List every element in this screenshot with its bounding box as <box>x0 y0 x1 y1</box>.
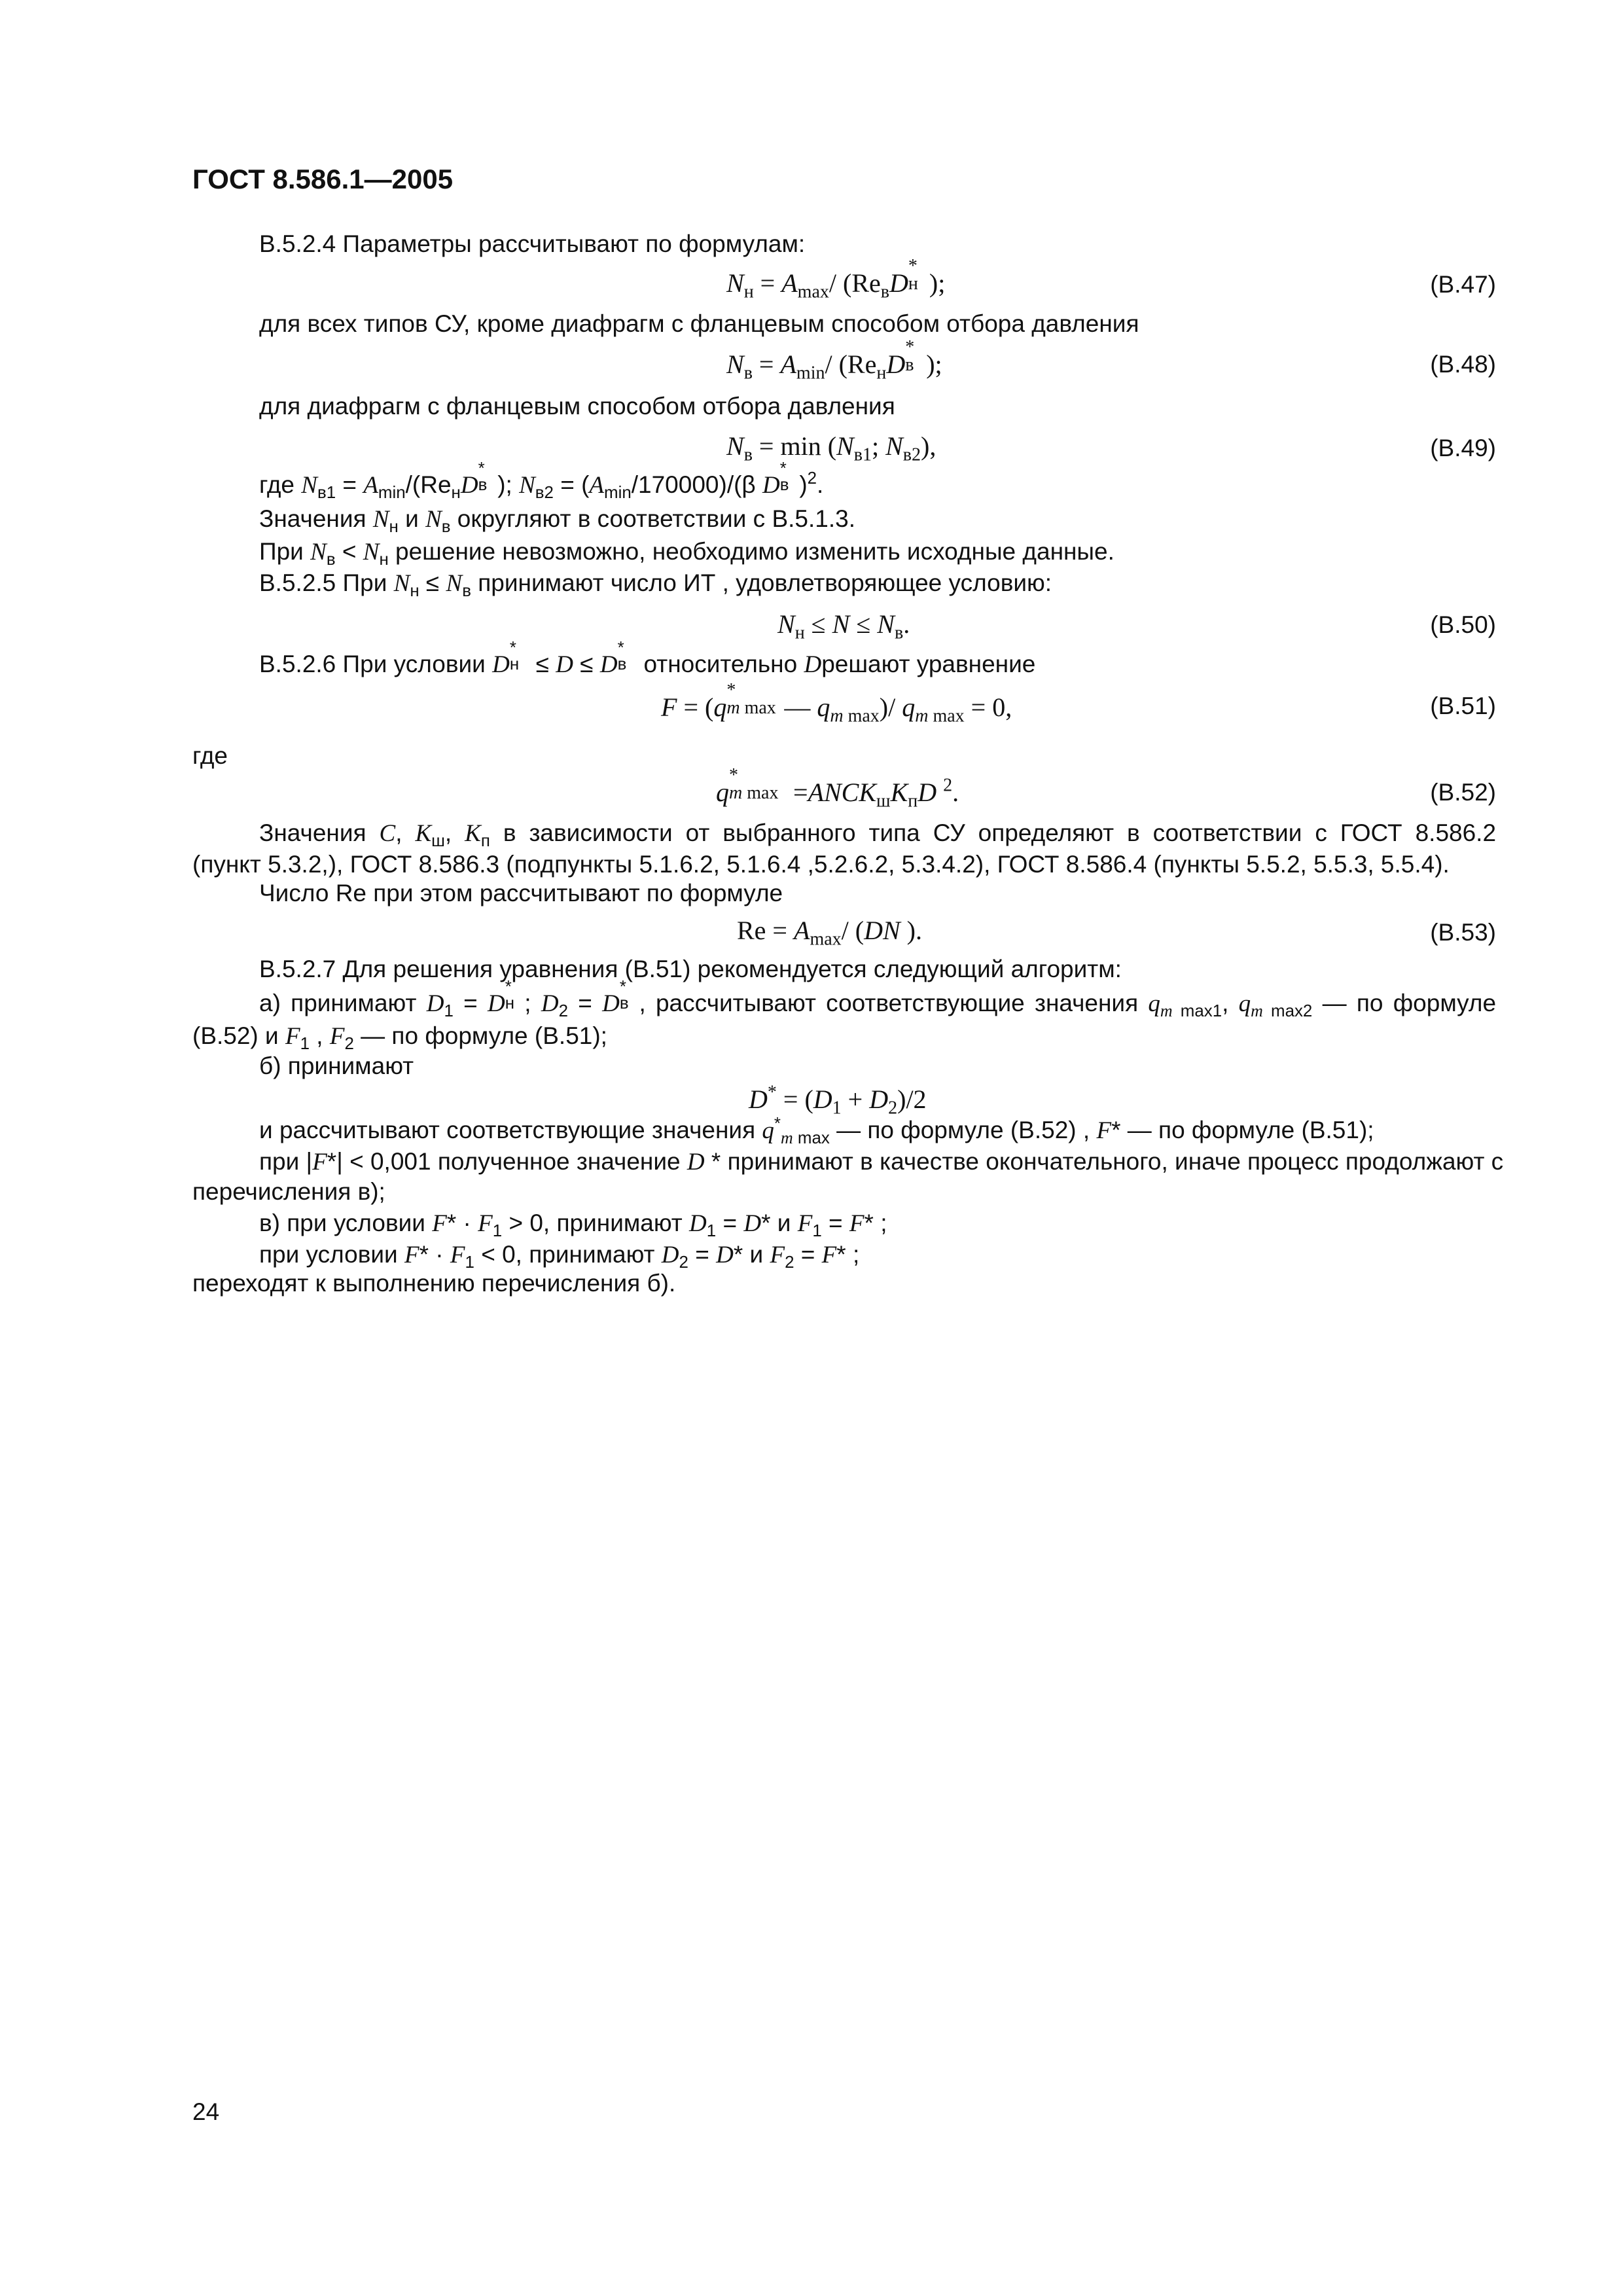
step-goto-b: переходят к выполнению перечисления б). <box>192 1270 676 1297</box>
where-label: где <box>259 471 295 498</box>
formula-b48: $N_в = A_{min}/$ ($Re_нD$ * в ); <box>726 336 942 384</box>
formula-b51: F = (q * m max — $q_{m max})/$ $q_{m max} = 0$, <box>661 679 1012 726</box>
formula-b53: $Re = A_{max}/$ (DN ). <box>737 916 922 950</box>
step-b: б) принимают <box>259 1052 414 1079</box>
step-b-condition: при |F*| < 0,001 полученное значение D * принимают в качестве окончательного, иначе процесс продолжают с <box>259 1148 1504 1175</box>
paragraph-flange: для диафрагм с фланцевым способом отбора давления <box>259 393 895 420</box>
step-c-negative: при условии $F* \cdot F_1 < 0$, принимают $D_2 = D*$ и $F_2 = F*$ ; <box>259 1241 860 1272</box>
formula-d-star: $D^* = (D_1 + D_2)/2$ <box>749 1082 927 1119</box>
page-header: ГОСТ 8.586.1—2005 <box>192 164 454 194</box>
paragraph-values-c-k-cont: (пункт 5.3.2,), ГОСТ 8.586.3 (подпункты 5.1.6.2, 5.1.6.4 ,5.2.6.2, 5.3.4.2), ГОСТ 8.586.4 (пункты 5.5.2, 5.5.3, 5.5.4). <box>192 851 1450 878</box>
paragraph-b526: В.5.2.6 При условии D * н ≤ D ≤ D * в относительно Dрешают уравнение <box>259 638 1036 678</box>
formula-b52: q * m max $=ANCK_шK_пD$ $^2$. <box>716 764 959 812</box>
eq-number-b48: (В.48) <box>1430 351 1496 378</box>
paragraph-where-nv: где $N_{в1} = A_{min}/(Re_нD$ * в ); $N_{в2} = (A_{min}/170000)/(\beta$ D * в )$^2$. <box>259 459 824 502</box>
formula-b47: $N_н = A_{max}/$ ($Re_вD$ * н ); <box>726 255 946 302</box>
eq-number-b51: (В.51) <box>1430 692 1496 719</box>
step-b-condition-cont: перечисления в); <box>192 1178 385 1205</box>
eq-number-b50: (В.50) <box>1430 611 1496 638</box>
step-a-line2: (В.52) и $F_1$ , $F_2$ — по формуле (В.51); <box>192 1022 607 1053</box>
paragraph-b525: В.5.2.5 При $N_н \le N_в$ принимают число ИТ , удовлетворяющее условию: <box>259 569 1052 600</box>
paragraph-values-c-k: Значения C, $K_ш$, $K_п$ в зависимости от выбранного типа СУ определяют в соответствии с ГОСТ 8.586.2 <box>259 819 1497 850</box>
where-label-2: где <box>192 742 228 769</box>
eq-number-b52: (В.52) <box>1430 779 1496 806</box>
paragraph-b527: В.5.2.7 Для решения уравнения (В.51) рекомендуется следующий алгоритм: <box>259 956 1122 982</box>
step-c-positive: в) при условии $F* \cdot F_1 > 0$, принимают $D_1 = D*$ и $F_1 = F*$ ; <box>259 1210 887 1240</box>
formula-b50: $N_н \le N \le N_в$. <box>777 609 910 643</box>
paragraph-impossible: При $N_в < N_н$ решение невозможно, необходимо изменить исходные данные. <box>259 538 1115 569</box>
step-b-calc: и рассчитывают соответствующие значения $q^*_{m max}$ — по формуле (В.52) , F* — по формуле (В.51); <box>259 1114 1374 1147</box>
paragraph-all-types: для всех типов СУ, кроме диафрагм с фланцевым способом отбора давления <box>259 310 1139 337</box>
eq-number-b53: (В.53) <box>1430 919 1496 946</box>
step-a-line1: а) принимают $D_1 = D$ * н ; $D_2 = D$ * в , рассчитывают соответствующие значения $q_{m max1}$, $q_{m max2}$ — по формуле <box>259 977 1497 1020</box>
paragraph-rounding: Значения $N_н$ и $N_в$ округляют в соответствии с В.5.1.3. <box>259 505 855 536</box>
paragraph-re-formula: Число Re при этом рассчитывают по формуле <box>259 880 783 906</box>
formula-b49: $N_в = \min (N_{в1}$; $N_{в2}$), <box>726 431 936 465</box>
paragraph-b524: В.5.2.4 Параметры рассчитывают по формулам: <box>259 230 806 257</box>
eq-number-b49: (В.49) <box>1430 435 1496 461</box>
page-number: 24 <box>192 2098 220 2125</box>
eq-number-b47: (В.47) <box>1430 271 1496 298</box>
